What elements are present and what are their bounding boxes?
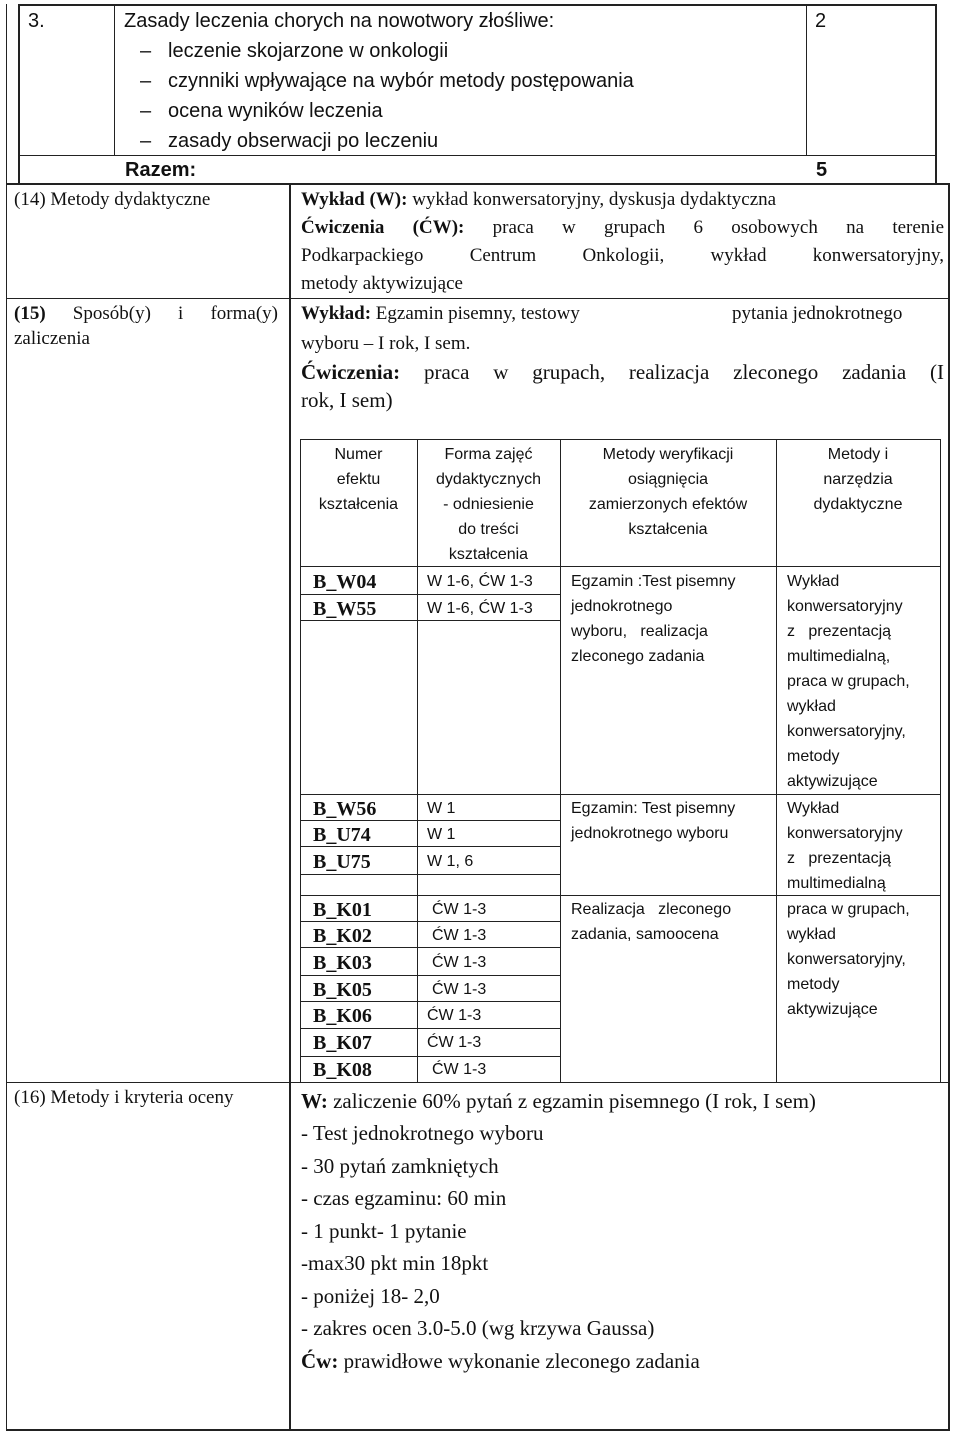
text-line: konwersatoryjny <box>787 825 903 842</box>
form-label-num: (15) <box>14 303 46 324</box>
table-border-left <box>6 4 7 1430</box>
table-border-right <box>948 183 950 1430</box>
list-item <box>168 36 448 66</box>
header-methods <box>776 442 940 517</box>
effect-form: ĆW 1-3 <box>432 901 487 918</box>
effects-border-bottom <box>300 1082 941 1083</box>
criteria-w-label: W: <box>301 1089 328 1113</box>
form-cw-line2: rok, I sem) <box>301 388 393 412</box>
effect-form: W 1 <box>427 800 456 817</box>
methods-cw-label: Ćwiczenia (ĆW): <box>301 217 465 238</box>
form-wyklad <box>301 300 580 328</box>
methods-label-text: Metody dydaktyczne <box>50 189 211 210</box>
effect-form: W 1-6, ĆW 1-3 <box>427 600 533 617</box>
effects-border-header <box>300 566 941 567</box>
table-border-right-top <box>935 4 937 184</box>
header-line: Metody weryfikacji <box>602 446 734 463</box>
form-label-line2: zaliczenia <box>14 328 90 349</box>
text-line: wyboru, realizacja <box>571 623 708 640</box>
text-line: multimedialną, <box>787 648 891 665</box>
header-line: dydaktycznych <box>436 471 541 488</box>
effect-form: ĆW 1-3 <box>427 1007 482 1024</box>
effect-code: B_K08 <box>313 1059 372 1081</box>
list-item-text: – czynniki wpływające na wybór metody postępowania <box>168 70 634 92</box>
effect-form: W 1-6, ĆW 1-3 <box>427 573 533 590</box>
section-number: 3. <box>28 10 45 32</box>
criteria-line: - poniżej 18- 2,0 <box>301 1283 440 1308</box>
header-line: kształcenia <box>448 546 529 563</box>
methods-wyklad-label: Wykład (W): <box>301 189 408 210</box>
text-line: jednokrotnego <box>571 598 673 615</box>
verification-group1 <box>571 569 765 669</box>
header-line: narzędzia <box>823 471 893 488</box>
criteria-line: - czas egzaminu: 60 min <box>301 1186 507 1210</box>
criteria-line: - zakres ocen 3.0-5.0 (wg krzywa Gaussa) <box>301 1316 655 1340</box>
text-line: z prezentacją <box>787 850 892 867</box>
header-line: do treści <box>458 521 519 538</box>
methods-cw-line2: Podkarpackiego Centrum Onkologii, wykład konwersatoryjny, <box>301 245 944 266</box>
effect-form: ĆW 1-3 <box>432 981 487 998</box>
criteria-cw-text: prawidłowe wykonanie zleconego zadania <box>343 1348 700 1373</box>
text-line: Egzamin :Test pisemny <box>571 573 736 590</box>
form-cw-line1: praca w grupach, realizacja zleconego zadania (I <box>423 360 945 384</box>
criteria-w <box>301 1085 816 1117</box>
text-line: wykład <box>787 926 836 943</box>
effect-code: B_U74 <box>313 824 371 846</box>
header-line: osiągnięcia <box>627 471 709 488</box>
section-title: Zasady leczenia chorych na nowotwory złośliwe: <box>124 10 555 32</box>
header-line: kształcenia <box>628 521 708 538</box>
effect-code: B_K06 <box>313 1005 372 1027</box>
row-divider-15 <box>6 298 950 299</box>
text-line: konwersatoryjny, <box>787 723 906 740</box>
effect-code: B_K02 <box>313 925 372 947</box>
criteria-line: - 1 punkt- 1 pytanie <box>301 1218 467 1243</box>
effect-form: ĆW 1-3 <box>427 1034 482 1051</box>
effect-code: B_K03 <box>313 952 372 974</box>
criteria-label-text: Metody i kryteria oceny <box>50 1087 234 1108</box>
effect-code: B_K07 <box>313 1032 372 1054</box>
text-line: z prezentacją <box>787 623 892 640</box>
list-item <box>168 96 383 126</box>
list-item-text: – ocena wyników leczenia <box>168 100 383 122</box>
text-line: multimedialną <box>787 875 886 892</box>
criteria-cw <box>301 1345 700 1378</box>
criteria-label-num: (16) <box>14 1087 46 1108</box>
form-wyklad-text: Egzamin pisemny, testowy <box>375 303 580 324</box>
col-divider-hours <box>806 4 807 156</box>
text-line: aktywizujące <box>787 1001 878 1018</box>
text-line: jednokrotnego wyboru <box>571 825 729 842</box>
text-line: Realizacja zleconego <box>571 901 732 918</box>
criteria-line: - Test jednokrotnego wyboru <box>301 1121 544 1145</box>
effect-form: W 1, 6 <box>427 853 474 870</box>
effect-code: B_W55 <box>313 598 377 620</box>
effects-border-top <box>300 439 941 440</box>
header-line: dydaktyczne <box>813 496 903 513</box>
total-label: Razem: <box>125 159 197 181</box>
text-line: Wykład <box>787 800 840 817</box>
effects-col-right <box>940 439 941 1083</box>
methods-cw-line1: praca w grupach 6 osobowych na terenie <box>492 217 944 238</box>
methods-wyklad <box>301 186 776 214</box>
methods-label <box>14 186 210 214</box>
form-wyklad-line2: wyboru – I rok, I sem. <box>301 333 471 354</box>
section-hours: 2 <box>815 10 827 32</box>
effects-col-3 <box>776 439 777 1083</box>
header-line: zamierzonych efektów <box>588 496 748 513</box>
criteria-line: - 30 pytań zamkniętych <box>301 1153 499 1178</box>
total-value: 5 <box>816 159 828 181</box>
list-item <box>168 126 438 156</box>
text-line: praca w grupach, <box>787 673 910 690</box>
effect-code: B_W56 <box>313 798 377 820</box>
header-line: kształcenia <box>318 496 399 513</box>
criteria-line: -max30 pkt min 18pkt <box>301 1251 489 1275</box>
text-line: metody <box>787 748 840 765</box>
header-form <box>417 442 560 567</box>
methods-group3 <box>787 897 934 1022</box>
col-divider-main <box>289 183 291 1430</box>
effects-group-divider <box>560 794 941 795</box>
methods-cw-line3: metody aktywizujące <box>301 273 463 294</box>
criteria-lines <box>301 1117 700 1377</box>
verification-group2 <box>571 796 765 846</box>
criteria-cw-label: Ćw: <box>301 1348 339 1373</box>
header-line: Forma zajęć <box>444 446 533 463</box>
form-label-text: Sposób(y) i forma(y) <box>72 303 278 324</box>
effect-form: ĆW 1-3 <box>432 954 487 971</box>
text-line: aktywizujące <box>787 773 878 790</box>
text-line: praca w grupach, <box>787 901 910 918</box>
text-line: konwersatoryjny, <box>787 951 906 968</box>
effect-form: ĆW 1-3 <box>432 1061 487 1078</box>
methods-group1 <box>787 569 934 794</box>
col-divider-num <box>114 4 115 156</box>
effect-code: B_K01 <box>313 899 372 921</box>
effect-form: W 1 <box>427 826 456 843</box>
form-cw <box>301 356 944 388</box>
methods-cw <box>301 214 944 242</box>
list-item-text: – zasady obserwacji po leczeniu <box>168 130 438 152</box>
effect-code: B_U75 <box>313 851 371 873</box>
list-item-text: – leczenie skojarzone w onkologii <box>168 40 448 62</box>
text-line: zadania, samoocena <box>571 926 719 943</box>
form-cw-label: Ćwiczenia: <box>301 360 401 384</box>
form-label-line1 <box>14 300 278 328</box>
verification-group3 <box>571 897 765 947</box>
criteria-w-text: zaliczenie 60% pytań z egzamin pisemnego (I rok, I sem) <box>333 1089 816 1113</box>
effects-group-divider <box>300 794 560 795</box>
form-wyklad-label: Wykład: <box>301 303 372 324</box>
text-line: wykład <box>787 698 836 715</box>
methods-wyklad-text: wykład konwersatoryjny, dyskusja dydaktyczna <box>412 189 777 210</box>
list-item <box>168 66 634 96</box>
text-line: Egzamin: Test pisemny <box>571 800 736 817</box>
text-line: Wykład <box>787 573 840 590</box>
effects-group-divider <box>300 895 560 896</box>
header-line: efektu <box>336 471 381 488</box>
text-line: metody <box>787 976 840 993</box>
text-line: zleconego zadania <box>571 648 705 665</box>
criteria-label <box>14 1084 234 1112</box>
header-line: - odniesienie <box>443 496 534 513</box>
form-wyklad-text2: pytania jednokrotnego <box>732 303 903 324</box>
header-effect-number <box>300 442 417 517</box>
table-border-left-inner <box>18 4 20 184</box>
effect-code: B_K05 <box>313 979 372 1001</box>
effect-code: B_W04 <box>313 571 377 593</box>
table-border-bottom <box>6 1429 950 1431</box>
header-verification <box>560 442 776 542</box>
effect-form: ĆW 1-3 <box>432 927 487 944</box>
methods-group2 <box>787 796 934 896</box>
text-line: konwersatoryjny <box>787 598 903 615</box>
header-line: Metody i <box>827 446 889 463</box>
effects-col-left <box>300 439 301 1083</box>
methods-label-num: (14) <box>14 189 46 210</box>
header-line: Numer <box>334 446 383 463</box>
